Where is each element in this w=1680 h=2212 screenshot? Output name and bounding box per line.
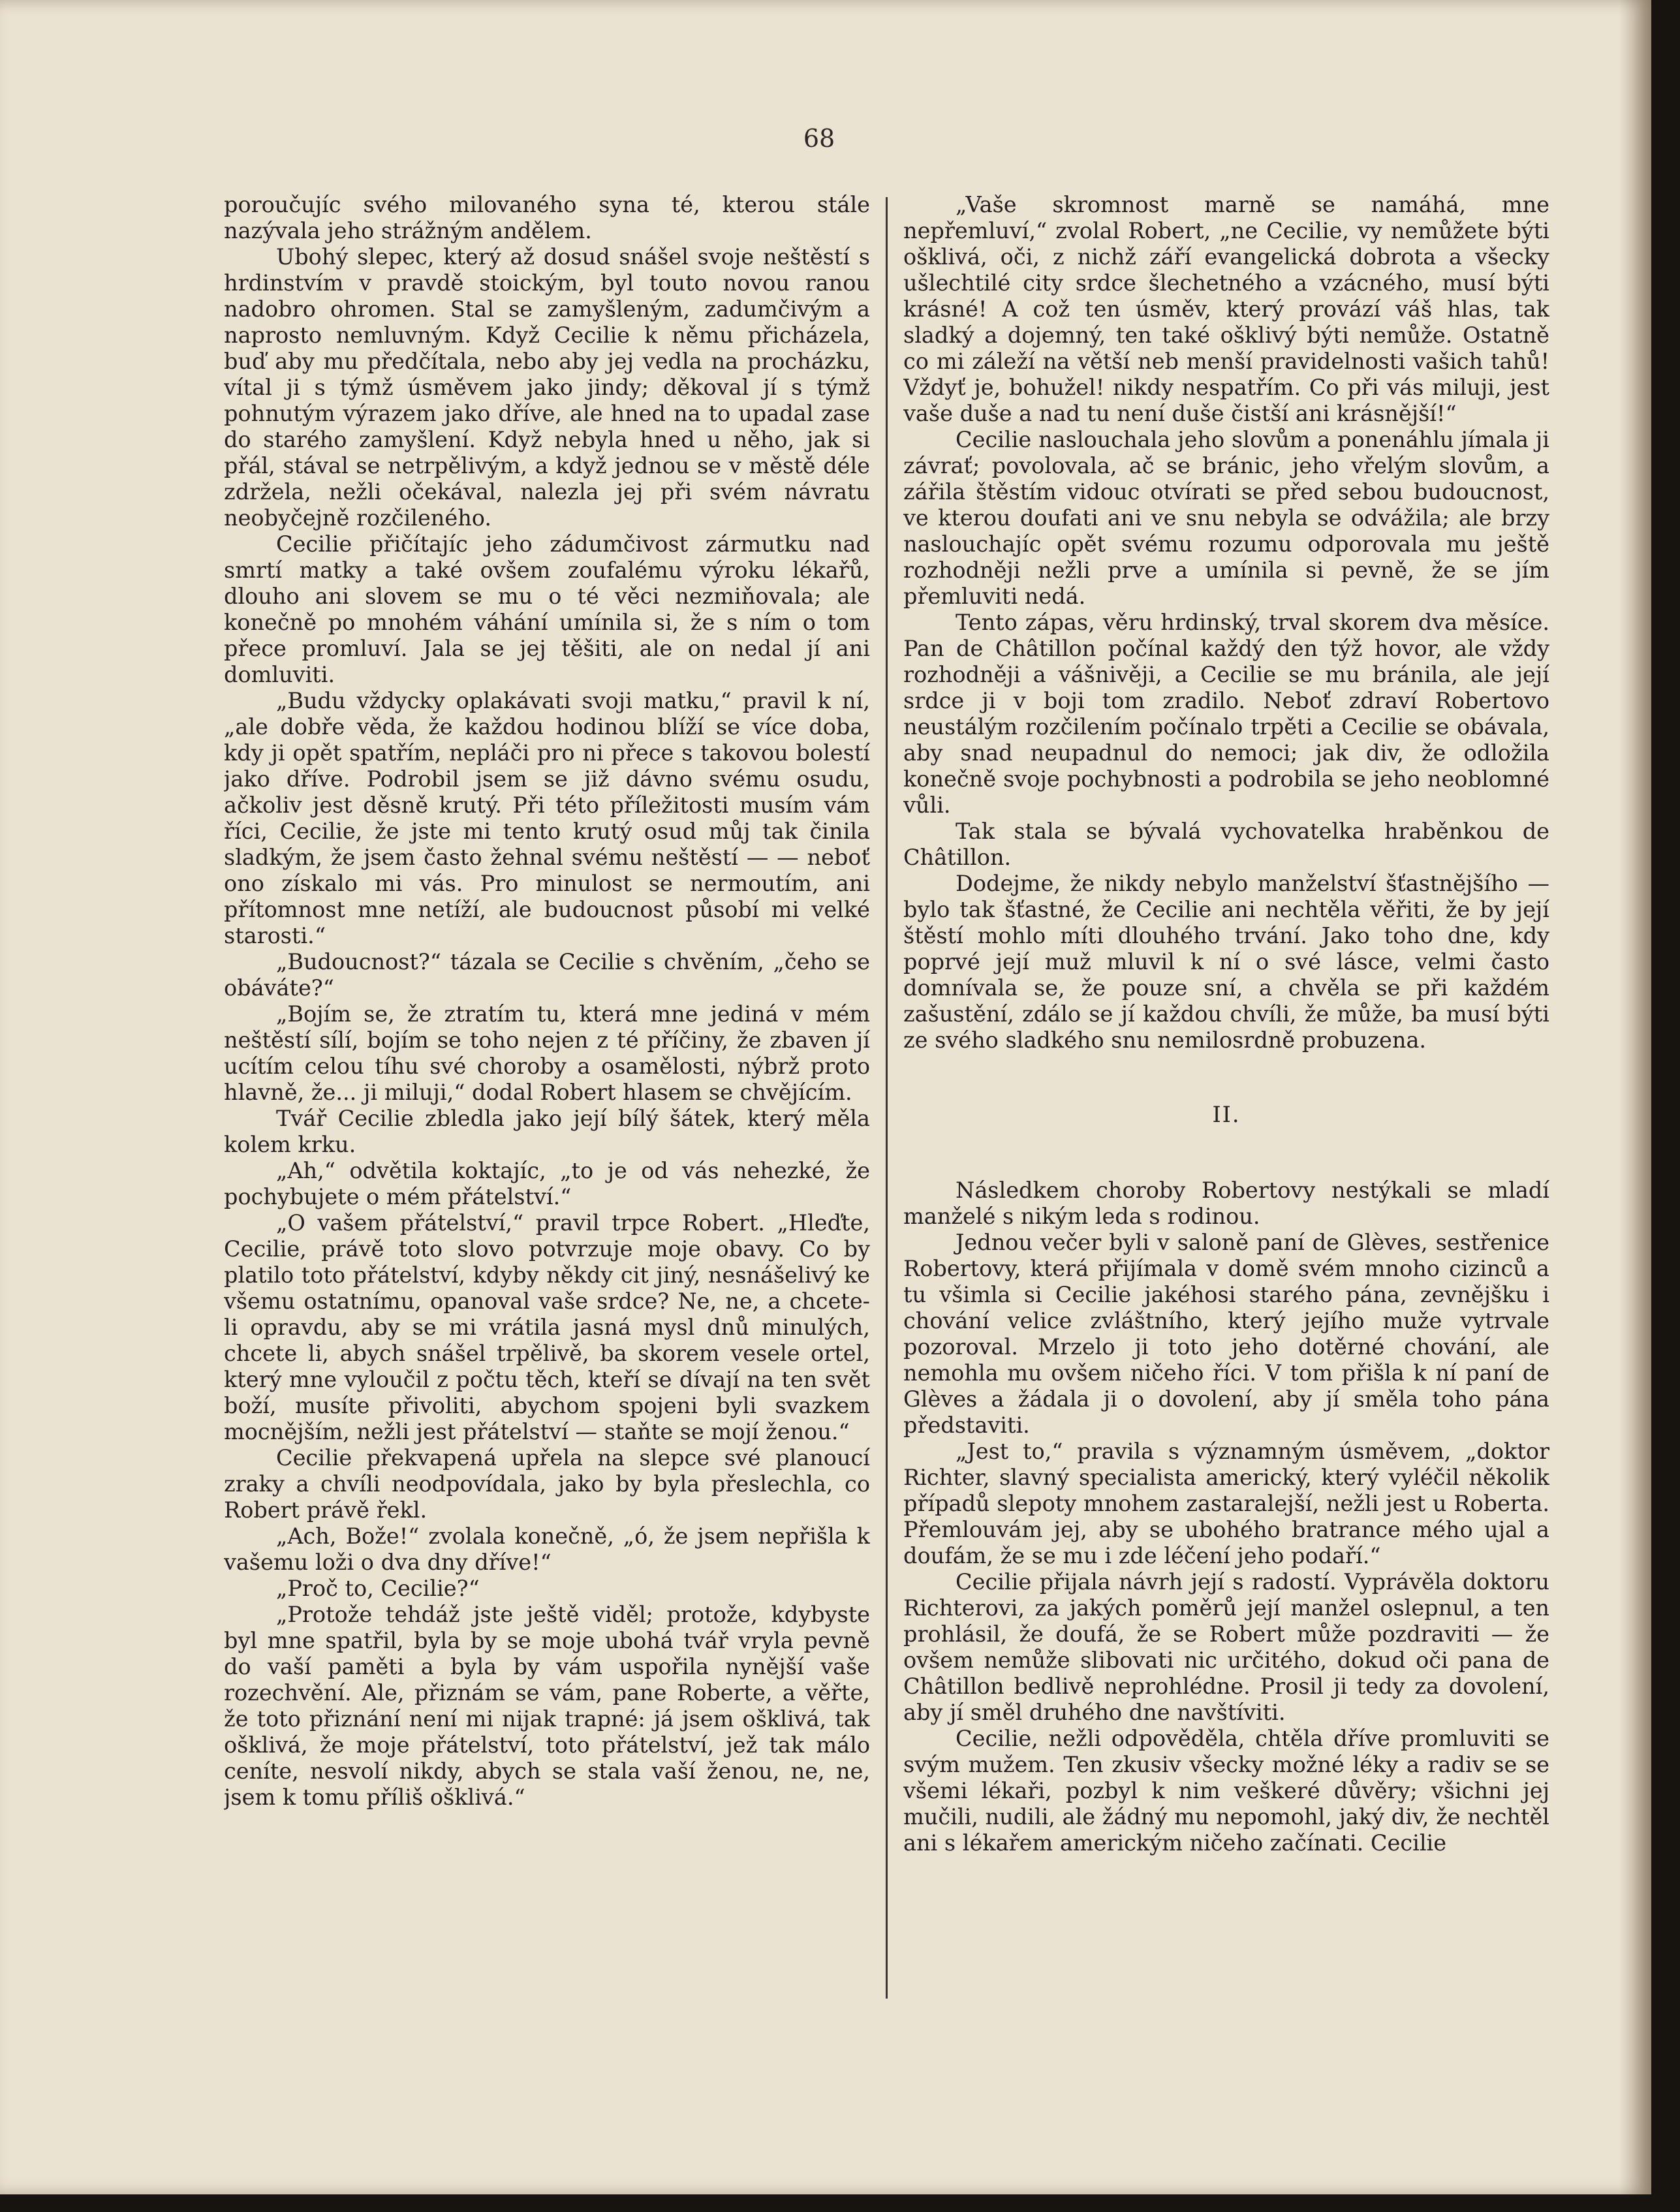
paragraph: „Protože tehdáž jste ještě viděl; protože, kdybyste byl mne spatřil, byla by se moje ubohá tvář vryla pevně do vaší paměti a byla by vám uspořila nynější vaše rozechvění. Ale, přiznám se vám, pane Roberte, a věřte, že toto přiznání není mi nijak trapné: já jsem ošklivá, tak ošklivá, že moje přátelství, toto přátelství, jež tak málo ceníte, nesvolí nikdy, abych se stala vaší ženou, ne, ne, jsem k tomu příliš ošklivá.“	[224, 1602, 870, 1810]
paragraph: Tento zápas, věru hrdinský, trval skorem dva měsíce. Pan de Châtillon počínal každý den týž hovor, ale vždy rozhodněji a vášnivěji, a Cecilie se mu bránila, ale její srdce ji v boji tom zradilo. Neboť zdraví Robertovo neustálým rozčilením počínalo trpěti a Cecilie se obávala, aby snad neupadnul do nemoci; jak div, že odložila konečně svoje pochybnosti a podrobila se jeho neoblomné vůli.	[903, 610, 1549, 818]
paragraph: Cecilie přijala návrh její s radostí. Vyprávěla doktoru Richterovi, za jakých poměrů její manžel oslepnul, a ten prohlásil, že doufá, že se Robert může pozdraviti — že ovšem nemůže slibovati nic určitého, dokud oči pana de Châtillon bedlivě neprohlédne. Prosil ji tedy za dovolení, aby jí směl druhého dne navštíviti.	[903, 1569, 1549, 1725]
paragraph: Tvář Cecilie zbledla jako její bílý šátek, který měla kolem krku.	[224, 1106, 870, 1157]
left-column	[224, 192, 870, 2000]
paragraph: „Ach, Bože!“ zvolala konečně, „ó, že jsem nepřišla k vašemu loži o dva dny dříve!“	[224, 1523, 870, 1575]
page-number: 68	[803, 124, 835, 153]
right-column	[903, 192, 1549, 2000]
paragraph: „Jest to,“ pravila s významným úsměvem, „doktor Richter, slavný specialista americký, který vyléčil několik případů slepoty mnohem zastaralejší, nežli jest u Roberta. Přemlouvám jej, aby se ubohého bratrance mého ujal a doufám, že se mu i zde léčení jeho podaří.“	[903, 1439, 1549, 1568]
paragraph: „O vašem přátelství,“ pravil trpce Robert. „Hleďte, Cecilie, právě toto slovo potvrzuje moje obavy. Co by platilo toto přátelství, kdyby někdy cit jiný, nesnášelivý ke všemu ostatnímu, opanoval vaše srdce? Ne, ne, a chcete-li opravdu, aby se mi vrátila jasná mysl dnů minulých, chcete li, abych snášel trpělivě, ba skorem vesele ortel, který mne vyloučil z počtu těch, kteří se dívají na ten svět boží, musíte přivoliti, abychom spojeni byli svazkem mocnějším, nežli jest přátelství — staňte se mojí ženou.“	[224, 1210, 870, 1444]
paragraph: „Budoucnost?“ tázala se Cecilie s chvěním, „čeho se obáváte?“	[224, 949, 870, 1001]
paragraph: „Budu vždycky oplakávati svoji matku,“ pravil k ní, „ale dobře věda, že každou hodinou blíží se více doba, kdy ji opět spatřím, nepláči pro ni přece s takovou bolestí jako dříve. Podrobil jsem se již dávno svému osudu, ačkoliv jest děsně krutý. Při této příležitosti musím vám říci, Cecilie, že jste mi tento krutý osud můj tak činila sladkým, že jsem často žehnal svému neštěstí — — neboť ono získalo mi vás. Pro minulost se nermoutím, ani přítomnost mne netíží, ale budoucnost působí mi velké starosti.“	[224, 688, 870, 948]
paragraph: Cecilie přičítajíc jeho zádumčivost zármutku nad smrtí matky a také ovšem zoufalému výroku lékařů, dlouho ani slovem se mu o té věci nezmiňovala; ale konečně po mnohém váhání umínila si, že s ním o tom přece promluví. Jala se jej těšiti, ale on nedal jí ani domluviti.	[224, 531, 870, 687]
chapter-heading: II.	[1212, 1102, 1241, 1127]
paragraph: „Bojím se, že ztratím tu, která mne jediná v mém neštěstí sílí, bojím se toho nejen z té příčiny, že zbaven jí ucítím celou tíhu své choroby a osamělosti, nýbrž proto hlavně, že... ji miluji,“ dodal Robert hlasem se chvějícím.	[224, 1001, 870, 1105]
paragraph: Dodejme, že nikdy nebylo manželství šťastnějšího — bylo tak šťastné, že Cecilie ani nechtěla věřiti, že by její štěstí mohlo míti dlouhého trvání. Jako toho dne, kdy poprvé její muž mluvil k ní o své lásce, velmi často domnívala se, že pouze sní, a chvěla se při každém zašustění, zdálo se jí každou chvíli, že může, ba musí býti ze svého sladkého snu nemilosrdně probuzena.	[903, 871, 1549, 1053]
paragraph: „Vaše skromnost marně se namáhá, mne nepřemluví,“ zvolal Robert, „ne Cecilie, vy nemůžete býti ošklivá, oči, z nichž září evangelická dobrota a všecky ušlechtilé city srdce šlechetného a vzácného, musí býti krásné! A což ten úsměv, který provází váš hlas, tak sladký a dojemný, ten také ošklivý býti nemůže. Ostatně co mi záleží na větší neb menší pravidelnosti vašich tahů! Vždyť je, bohužel! nikdy nespatřím. Co při vás miluji, jest vaše duše a nad tu není duše čistší ani krásnější!“	[903, 192, 1549, 426]
paragraph: „Ah,“ odvětila koktajíc, „to je od vás nehezké, že pochybujete o mém přátelství.“	[224, 1158, 870, 1209]
paragraph: Tak stala se bývalá vychovatelka hraběnkou de Châtillon.	[903, 818, 1549, 870]
paragraph: „Proč to, Cecilie?“	[276, 1576, 480, 1601]
paragraph: Ubohý slepec, který až dosud snášel svoje neštěstí s hrdinstvím v pravdě stoickým, byl touto novou ranou nadobro ohromen. Stal se zamyšleným, zadumčivým a naprosto nemluvným. Když Cecilie k němu přicházela, buď aby mu předčítala, nebo aby jej vedla na procházku, vítal ji s týmž úsměvem jako jindy; děkoval jí s týmž pohnutým výrazem jako dříve, ale hned na to upadal zase do starého zamyšlení. Když nebyla hned u něho, jak si přál, stával se netrpělivým, a když jednou se v městě déle zdržela, nežli očekával, nalezla jej při svém návratu neobyčejně rozčileného.	[224, 244, 870, 531]
paragraph: Cecilie, nežli odpověděla, chtěla dříve promluviti se svým mužem. Ten zkusiv všecky možné léky a radiv se se všemi lékaři, pozbyl k nim veškeré důvěry; všichni jej mučili, nudili, ale žádný mu nepomohl, jaký div, že nechtěl ani s lékařem americkým ničeho začínati. Cecilie	[903, 1726, 1549, 1856]
paragraph: Následkem choroby Robertovy nestýkali se mladí manželé s nikým leda s rodinou.	[903, 1177, 1549, 1229]
book-spine-shadow	[1619, 0, 1651, 2194]
paragraph: Jednou večer byli v saloně paní de Glèves, sestřenice Robertovy, která přijímala v domě svém mnoho cizinců a tu všimla si Cecilie jakéhosi starého pána, zevnějšku i chování velice zvláštního, který jejího muže vytrvale pozoroval. Mrzelo ji toto jeho dotěrné chování, ale nemohla mu ovšem ničeho říci. V tom přišla k ní paní de Glèves a žádala ji o dovolení, aby jí směla toho pána představiti.	[903, 1230, 1549, 1438]
paragraph: Cecilie překvapená upřela na slepce své planoucí zraky a chvíli neodpovídala, jako by byla přeslechla, co Robert právě řekl.	[224, 1445, 870, 1523]
column-divider	[886, 197, 888, 1999]
paragraph: poroučujíc svého milovaného syna té, kterou stále nazývala jeho strážným andělem.	[224, 192, 870, 243]
paragraph: Cecilie naslouchala jeho slovům a ponenáhlu jímala ji závrať; povolovala, ač se bránic, jeho vřelým slovům, a zářila štěstím vidouc otvírati se před sebou budoucnost, ve kterou doufati ani ve snu nebyla se odvážila; ale brzy naslouchajíc opět svému rozumu odporovala mu ještě rozhodněji nežli prve a umínila si pevně, že se jím přemluviti nedá.	[903, 427, 1549, 609]
